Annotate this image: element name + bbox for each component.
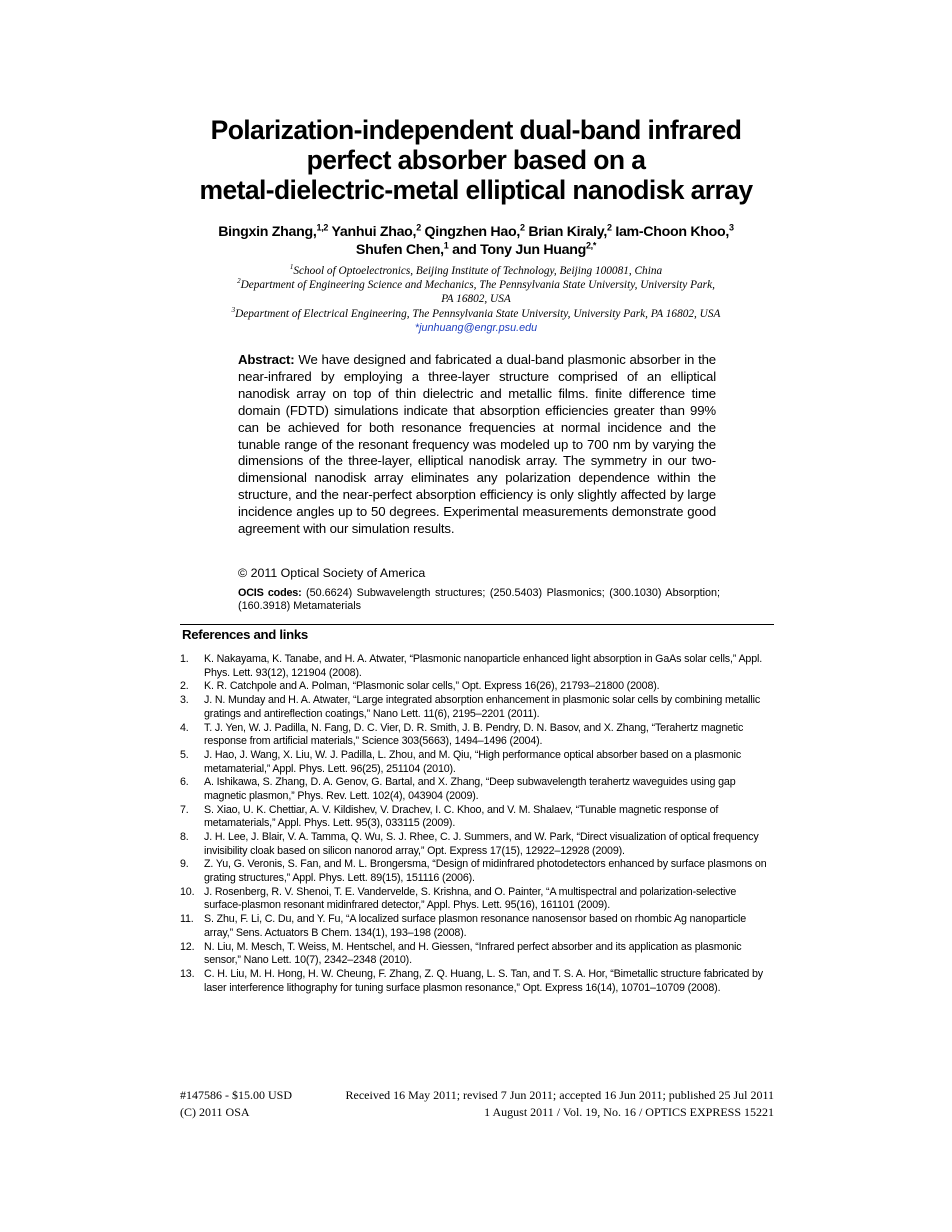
ocis-text: (50.6624) Subwavelength structures; (250.5403) Plasmonics; (300.1030) Absorption; (160.3918) Metamaterials bbox=[238, 587, 720, 613]
title-line-1: Polarization-independent dual-band infrared bbox=[210, 115, 742, 145]
reference-number: 11. bbox=[180, 913, 194, 926]
corresponding-email bbox=[170, 321, 782, 335]
title-line-3: metal-dielectric-metal elliptical nanodisk array bbox=[199, 175, 753, 205]
email-link[interactable]: junhuang@engr.psu.edu bbox=[419, 321, 538, 334]
reference-number: 6. bbox=[180, 776, 189, 789]
reference-text: T. J. Yen, W. J. Padilla, N. Fang, D. C. Vier, D. R. Smith, J. B. Pendry, D. N. Basov, and X. Zhang, “Terahertz magnetic response from artificial materials,” Science 303(5663), 1494–1496 (2004). bbox=[204, 721, 744, 748]
author-name: Iam-Choon Khoo, bbox=[611, 224, 730, 240]
author-line-1 bbox=[150, 223, 802, 241]
reference-item bbox=[180, 831, 774, 858]
reference-text: J. H. Lee, J. Blair, V. A. Tamma, Q. Wu, S. J. Rhee, C. J. Summers, and W. Park, “Direct visualization of optical frequency invisibility cloak based on silicon nanorod array,” Opt. Express 17(15), 12922–12928 (2009). bbox=[204, 831, 759, 857]
reference-text: K. R. Catchpole and A. Polman, “Plasmonic solar cells,” Opt. Express 16(26), 21793–21800 (2008). bbox=[204, 680, 660, 693]
author-affil-mark: 1 bbox=[443, 240, 449, 251]
reference-item bbox=[180, 653, 774, 680]
author-name: Qingzhen Hao, bbox=[420, 224, 520, 240]
reference-number: 5. bbox=[180, 748, 189, 761]
author-affil-mark: 2 bbox=[606, 222, 612, 233]
reference-text: Z. Yu, G. Veronis, S. Fan, and M. L. Brongersma, “Design of midinfrared photodetectors enhanced by surface plasmons on grating structures,” Appl. Phys. Lett. 89(15), 151116 (2006). bbox=[204, 858, 767, 884]
author-affil-mark: 1,2 bbox=[316, 222, 329, 233]
abstract-label: Abstract: bbox=[238, 352, 295, 367]
reference-list bbox=[180, 653, 774, 995]
reference-text: J. Rosenberg, R. V. Shenoi, T. E. Vandervelde, S. Krishna, and O. Painter, “A multispectral and polarization-selective surface-plasmon resonant midinfrared detector,” Appl. Phys. Lett. 95(16), 161101 (2009). bbox=[204, 885, 737, 912]
reference-number: 10. bbox=[180, 885, 195, 898]
author-affil-mark: 3 bbox=[729, 222, 734, 233]
affiliation-1: $^1$School of Optoelectronics, Beijing Institute of Technology, Beijing 100081, China bbox=[289, 263, 663, 277]
abstract-text: We have designed and fabricated a dual-band plasmonic absorber in the near-infrared by employing a three-layer structure comprised of an elliptical nanodisk array on top of thin dielectric and metallic films. finite difference time domain (FDTD) simulations indicate that absorption efficiencies greater than 99% can be achieved for both resonance frequencies at normal incidence and the tunable range of the resonant frequency was modeled up to 700 nm by varying the dimensions of the three-layer, elliptical nanodisk array. The symmetry in our two-dimensional nanodisk array eliminates any polarization dependence within the structure, and the near-perfect absorption efficiency is only slightly affected by large incidence angles up to 50 degrees. Experimental measurements demonstrate good agreement with our simulation results. bbox=[238, 352, 716, 537]
reference-item bbox=[180, 858, 774, 885]
reference-item bbox=[180, 680, 774, 694]
reference-text: S. Xiao, U. K. Chettiar, A. V. Kildishev, V. Drachev, I. C. Khoo, and V. M. Shalaev, “Tunable magnetic response of metamaterials,” Appl. Phys. Lett. 95(3), 033115 (2009). bbox=[204, 803, 719, 830]
reference-text: A. Ishikawa, S. Zhang, D. A. Genov, G. Bartal, and X. Zhang, “Deep subwavelength terahertz waveguides using gap magnetic plasmon,” Phys. Rev. Lett. 102(4), 043904 (2009). bbox=[204, 776, 736, 802]
reference-item bbox=[180, 913, 774, 940]
author-line-2 bbox=[150, 241, 802, 259]
reference-number: 13. bbox=[180, 967, 195, 980]
author-name: and Tony Jun Huang bbox=[448, 242, 586, 258]
author-list bbox=[150, 223, 802, 259]
article-id: #147586 - $15.00 USD bbox=[180, 1088, 293, 1102]
received-dates: Received 16 May 2011; revised 7 Jun 2011; accepted 16 Jun 2011; published 25 Jul 2011 bbox=[345, 1088, 774, 1102]
email-star: * bbox=[414, 321, 420, 334]
reference-number: 2. bbox=[180, 680, 189, 693]
reference-text: S. Zhu, F. Li, C. Du, and Y. Fu, “A localized surface plasmon resonance nanosensor based on rhombic Ag nanoparticle array,” Sens. Actuators B Chem. 134(1), 193–198 (2008). bbox=[204, 913, 746, 939]
references-heading: References and links bbox=[182, 627, 308, 642]
reference-number: 8. bbox=[180, 831, 189, 844]
reference-text: K. Nakayama, K. Tanabe, and H. A. Atwater, “Plasmonic nanoparticle enhanced light absorption in GaAs solar cells,” Appl. Phys. Lett. 93(12), 121904 (2008). bbox=[204, 653, 763, 679]
affiliation-3: $^3$Department of Electrical Engineering, The Pennsylvania State University, University Park, PA 16802, USA bbox=[231, 305, 721, 320]
author-name: Yanhui Zhao, bbox=[328, 224, 417, 240]
reference-item bbox=[180, 804, 774, 831]
reference-item bbox=[180, 749, 774, 776]
paper-title bbox=[150, 115, 802, 205]
ocis-label: OCIS codes: bbox=[238, 587, 302, 599]
affiliations bbox=[170, 264, 782, 335]
author-name: Brian Kiraly, bbox=[524, 224, 607, 240]
affiliation-2: $^2$Department of Engineering Science and Mechanics, The Pennsylvania State University, University Park, bbox=[237, 277, 715, 292]
reference-text: C. H. Liu, M. H. Hong, H. W. Cheung, F. Zhang, Z. Q. Huang, L. S. Tan, and T. S. A. Hor, “Bimetallic structure fabricated by laser interference lithography for tuning surface plasmon resonance,” Opt. Express 16(14), 10701–10709 (2008). bbox=[204, 967, 763, 994]
reference-number: 4. bbox=[180, 721, 189, 734]
author-affil-mark: 2 bbox=[519, 222, 525, 233]
copyright: © 2011 Optical Society of America bbox=[238, 566, 426, 580]
reference-number: 12. bbox=[180, 940, 195, 953]
title-line-2: perfect absorber based on a bbox=[306, 145, 646, 175]
affiliation-2-cont: PA 16802, USA bbox=[441, 293, 511, 306]
page-footer bbox=[180, 1087, 774, 1121]
ocis-codes bbox=[238, 587, 720, 614]
reference-text: N. Liu, M. Mesch, T. Weiss, M. Hentschel, and H. Giessen, “Infrared perfect absorber and its application as plasmonic sensor,” Nano Lett. 10(7), 2342–2348 (2010). bbox=[204, 940, 742, 967]
reference-item bbox=[180, 776, 774, 803]
reference-text: J. Hao, J. Wang, X. Liu, W. J. Padilla, L. Zhou, and M. Qiu, “High performance optical absorber based on a plasmonic metamaterial,” Appl. Phys. Lett. 96(25), 251104 (2010). bbox=[204, 748, 742, 775]
abstract bbox=[238, 352, 716, 538]
reference-item bbox=[180, 886, 774, 913]
reference-number: 9. bbox=[180, 858, 189, 871]
reference-number: 7. bbox=[180, 803, 189, 816]
reference-item bbox=[180, 694, 774, 721]
reference-number: 3. bbox=[180, 694, 189, 707]
author-affil-mark: 2,* bbox=[585, 240, 597, 251]
reference-item bbox=[180, 941, 774, 968]
author-name: Shufen Chen, bbox=[355, 242, 444, 258]
copyright-osa: (C) 2011 OSA bbox=[180, 1105, 250, 1119]
author-affil-mark: 2 bbox=[416, 222, 421, 233]
reference-item bbox=[180, 968, 774, 995]
section-divider bbox=[180, 624, 774, 625]
reference-number: 1. bbox=[180, 653, 189, 665]
reference-text: J. N. Munday and H. A. Atwater, “Large integrated absorption enhancement in plasmonic solar cells by combining metallic gratings and antireflection coatings,” Nano Lett. 11(6), 2195–2201 (2011). bbox=[204, 694, 761, 720]
reference-item bbox=[180, 722, 774, 749]
journal-citation: 1 August 2011 / Vol. 19, No. 16 / OPTICS EXPRESS 15221 bbox=[484, 1105, 774, 1119]
author-name: Bingxin Zhang, bbox=[218, 224, 317, 240]
